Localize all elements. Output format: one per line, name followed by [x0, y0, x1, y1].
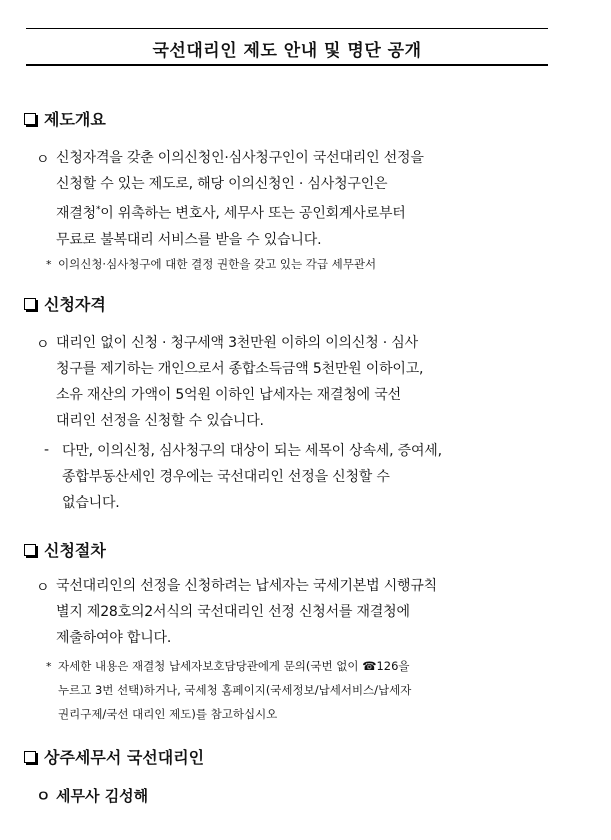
paragraph-line: 다만, 이의신청, 심사청구의 대상이 되는 세목이 상속세, 증여세, — [62, 443, 442, 459]
paragraph-line: 종합부동산세인 경우에는 국선대리인 선정을 신청할 수 — [62, 469, 390, 485]
note-mark: * — [46, 258, 52, 271]
section-heading-label: 제도개요 — [44, 110, 106, 129]
procedure-paragraph — [56, 573, 437, 651]
checkbox-square-icon — [24, 544, 36, 556]
section-heading-overview — [24, 107, 106, 130]
bullet-circle: ㅇ — [36, 580, 50, 596]
paragraph-fragment: 이 위촉하는 변호사, 세무사 또는 공인회계사로부터 — [100, 205, 406, 222]
bullet-circle: ㅇ — [36, 152, 50, 168]
paragraph-line: 대리인 없이 신청 · 청구세액 3천만원 이하의 이의신청 · 심사 — [56, 335, 418, 351]
dash-bullet: - — [44, 442, 50, 458]
paragraph-line: 신청할 수 있는 제도로, 해당 이의신청인 · 심사청구인은 — [56, 176, 388, 192]
note-line: 누르고 3번 선택)하거나, 국세청 홈페이지(국세정보/납세서비스/납세자 — [58, 683, 412, 697]
checkbox-square-icon — [24, 298, 36, 310]
checkbox-square-icon — [24, 751, 36, 763]
note-line: 자세한 내용은 재결청 납세자보호담당관에게 문의(국번 없이 ☎126을 — [58, 659, 410, 673]
paragraph-line: 소유 재산의 가액이 5억원 이하인 납세자는 재결청에 국선 — [56, 387, 401, 403]
procedure-note — [58, 654, 411, 726]
page-title: 국선대리인 제도 안내 및 명단 공개 — [152, 41, 422, 61]
section-heading-label: 신청절차 — [44, 541, 106, 560]
paragraph-line: 별지 제28호의2서식의 국선대리인 선정 신청서를 재결청에 — [56, 604, 410, 620]
section-heading-label: 신청자격 — [44, 295, 106, 314]
section-heading-label: 상주세무서 국선대리인 — [44, 748, 205, 767]
checkbox-square-icon — [24, 113, 36, 125]
bullet-circle: ㅇ — [36, 337, 50, 353]
note-line: 권리구제/국선 대리인 제도)를 참고하십시오 — [58, 707, 278, 721]
paragraph-line: 신청자격을 갖춘 이의신청인·심사청구인이 국선대리인 선정을 — [56, 150, 424, 166]
section-heading-procedure — [24, 538, 106, 561]
paragraph-line — [56, 197, 424, 227]
paragraph-line: 대리인 선정을 신청할 수 있습니다. — [56, 413, 264, 429]
resident-agent-name: 세무사 김성해 — [56, 787, 149, 805]
title-box — [26, 28, 548, 66]
overview-note: 이의신청·심사청구에 대한 결정 권한을 갖고 있는 각급 세무관서 — [58, 257, 377, 271]
eligibility-exception — [62, 438, 442, 516]
overview-paragraph — [56, 145, 424, 253]
paragraph-line: 청구를 제기하는 개인으로서 종합소득금액 5천만원 이하이고, — [56, 361, 424, 377]
section-heading-eligibility — [24, 292, 106, 315]
eligibility-paragraph — [56, 330, 423, 434]
footnote-mark: * — [95, 205, 101, 215]
paragraph-line: 없습니다. — [62, 495, 120, 511]
paragraph-line: 무료로 불복대리 서비스를 받을 수 있습니다. — [56, 231, 322, 248]
paragraph-fragment: 재결청 — [56, 205, 96, 222]
paragraph-line: 국선대리인의 선정을 신청하려는 납세자는 국세기본법 시행규칙 — [56, 578, 437, 594]
paragraph-line: 제출하여야 합니다. — [56, 630, 172, 646]
section-heading-resident — [24, 745, 204, 768]
bullet-circle: ㅇ — [36, 787, 51, 805]
note-mark: * — [46, 660, 52, 673]
